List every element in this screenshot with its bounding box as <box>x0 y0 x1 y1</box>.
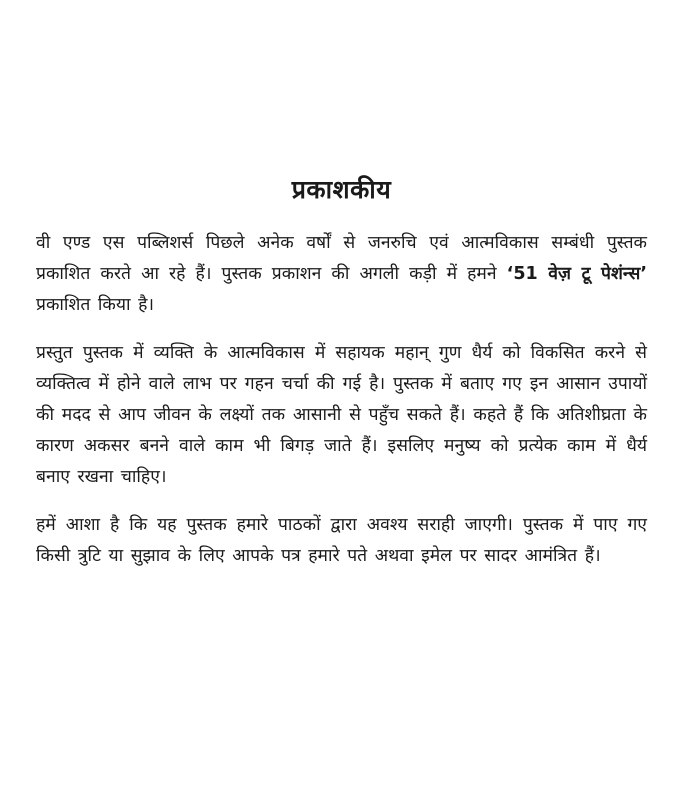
paragraph-intro-text-after: प्रकाशित किया है। <box>36 295 155 315</box>
page-title: प्रकाशकीय <box>291 175 392 204</box>
paragraph-description: प्रस्तुत पुस्तक में व्यक्ति के आत्मविकास में सहायक महान् गुण धैर्य को विकसित करने से व्यक्तित्व में होने वाले लाभ पर गहन चर्चा की गई है। पुस्तक में बताए गए इन आसान उपायों की मदद से आप जीवन के लक्ष्यों तक आसानी से पहुँच सकते हैं। कहते हैं कि अतिशीघ्रता के कारण अकसर बनने वाले काम भी बिगड़ जाते हैं। इसलिए मनुष्य को प्रत्येक काम में धैर्य बनाए रखना चाहिए। <box>36 343 647 487</box>
paragraph-closing: हमें आशा है कि यह पुस्तक हमारे पाठकों द्वारा अवश्य सराही जाएगी। पुस्तक में पाए गए किसी त्रुटि या सुझाव के लिए आपके पत्र हमारे पते अथवा इमेल पर सादर आमंत्रित हैं। <box>36 515 647 566</box>
book-title: ‘51 वेज़ टू पेशंन्स’ <box>506 264 647 284</box>
paragraph-intro-text-before: वी एण्ड एस पब्लिशर्स पिछले अनेक वर्षों से जनरुचि एवं आत्मविकास सम्बंधी पुस्तक प्रकाशित करते आ रहे हैं। पुस्तक प्रकाशन की अगली कड़ी में हमने <box>36 233 647 284</box>
paragraph-intro <box>36 228 647 321</box>
